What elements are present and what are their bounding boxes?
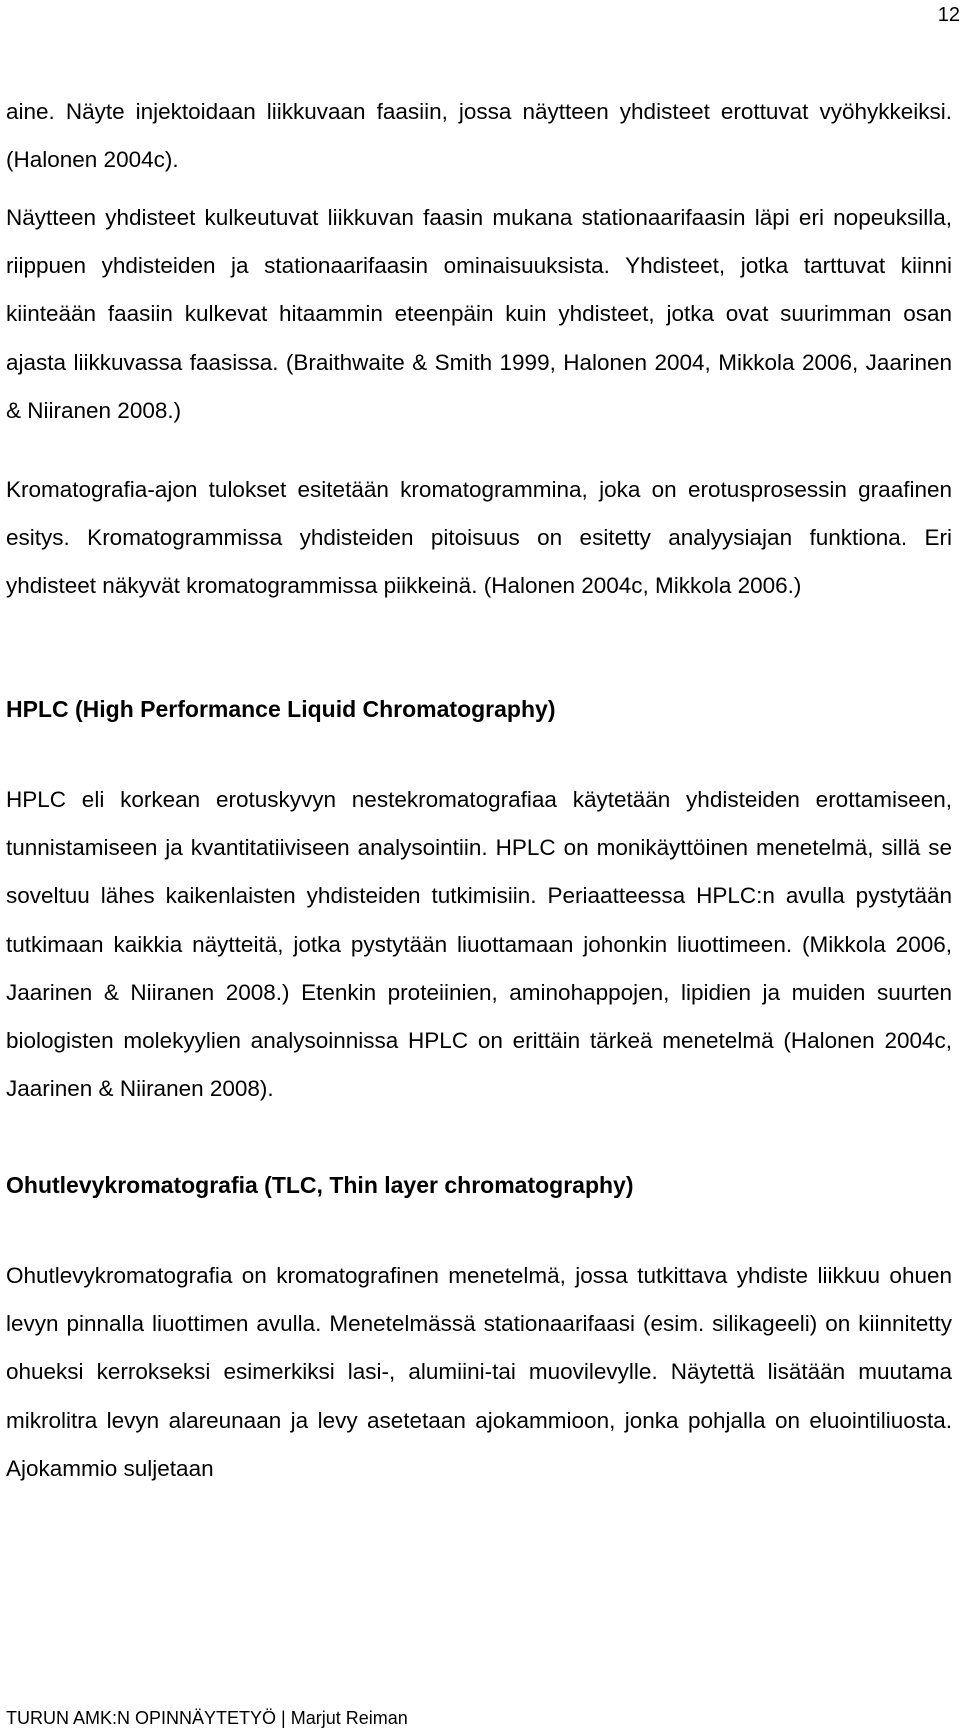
page-footer: TURUN AMK:N OPINNÄYTETYÖ | Marjut Reiman: [6, 1708, 408, 1728]
heading-tlc: Ohutlevykromatografia (TLC, Thin layer chromatography): [6, 1172, 634, 1198]
paragraph-compound-migration: Näytteen yhdisteet kulkeutuvat liikkuvan faasin mukana stationaarifaasin läpi eri nopeuksilla, riippuen yhdisteiden ja stationaarifaasin ominaisuuksista. Yhdisteet, jotka tarttuvat kiinni kiinteään faasiin kulkevat hitaammin eteenpäin kuin yhdisteet, jotka ovat suurimman osan ajasta liikkuvassa faasissa. (Braithwaite & Smith 1999, Halonen 2004, Mikkola 2006, Jaarinen & Niiranen 2008.): [6, 205, 952, 423]
paragraph-chromatogram: Kromatografia-ajon tulokset esitetään kromatogrammina, joka on erotusprosessin graafinen esitys. Kromatogrammissa yhdisteiden pitoisuus on esitetty analyysiajan funktiona. Eri yhdisteet näkyvät kromatogrammissa piikkeinä. (Halonen 2004c, Mikkola 2006.): [6, 477, 952, 599]
paragraph-sample-injection: aine. Näyte injektoidaan liikkuvaan faasiin, jossa näytteen yhdisteet erottuvat vyöhykkeiksi. (Halonen 2004c).: [6, 99, 952, 173]
heading-hplc: HPLC (High Performance Liquid Chromatography): [6, 696, 556, 722]
paragraph-tlc: Ohutlevykromatografia on kromatografinen menetelmä, jossa tutkittava yhdiste liikkuu ohuen levyn pinnalla liuottimen avulla. Menetelmässä stationaarifaasi (esim. silikageeli) on kiinnitetty ohueksi kerrokseksi esimerkiksi lasi-, alumiini-tai muovilevylle. Näytettä lisätään muutama mikrolitra levyn alareunaan ja levy asetetaan ajokammioon, jonka pohjalla on eluointiliuosta. Ajokammio suljetaan: [6, 1263, 952, 1481]
paragraph-hplc: HPLC eli korkean erotuskyvyn nestekromatografiaa käytetään yhdisteiden erottamiseen, tunnistamiseen ja kvantitatiiviseen analysointiin. HPLC on monikäyttöinen menetelmä, sillä se soveltuu lähes kaikenlaisten yhdisteiden tutkimisiin. Periaatteessa HPLC:n avulla pystytään tutkimaan kaikkia näytteitä, jotka pystytään liuottamaan johonkin liuottimeen. (Mikkola 2006, Jaarinen & Niiranen 2008.) Etenkin proteiinien, aminohappojen, lipidien ja muiden suurten biologisten molekyylien analysoinnissa HPLC on erittäin tärkeä menetelmä (Halonen 2004c, Jaarinen & Niiranen 2008).: [6, 787, 952, 1102]
page-number: 12: [937, 4, 960, 26]
